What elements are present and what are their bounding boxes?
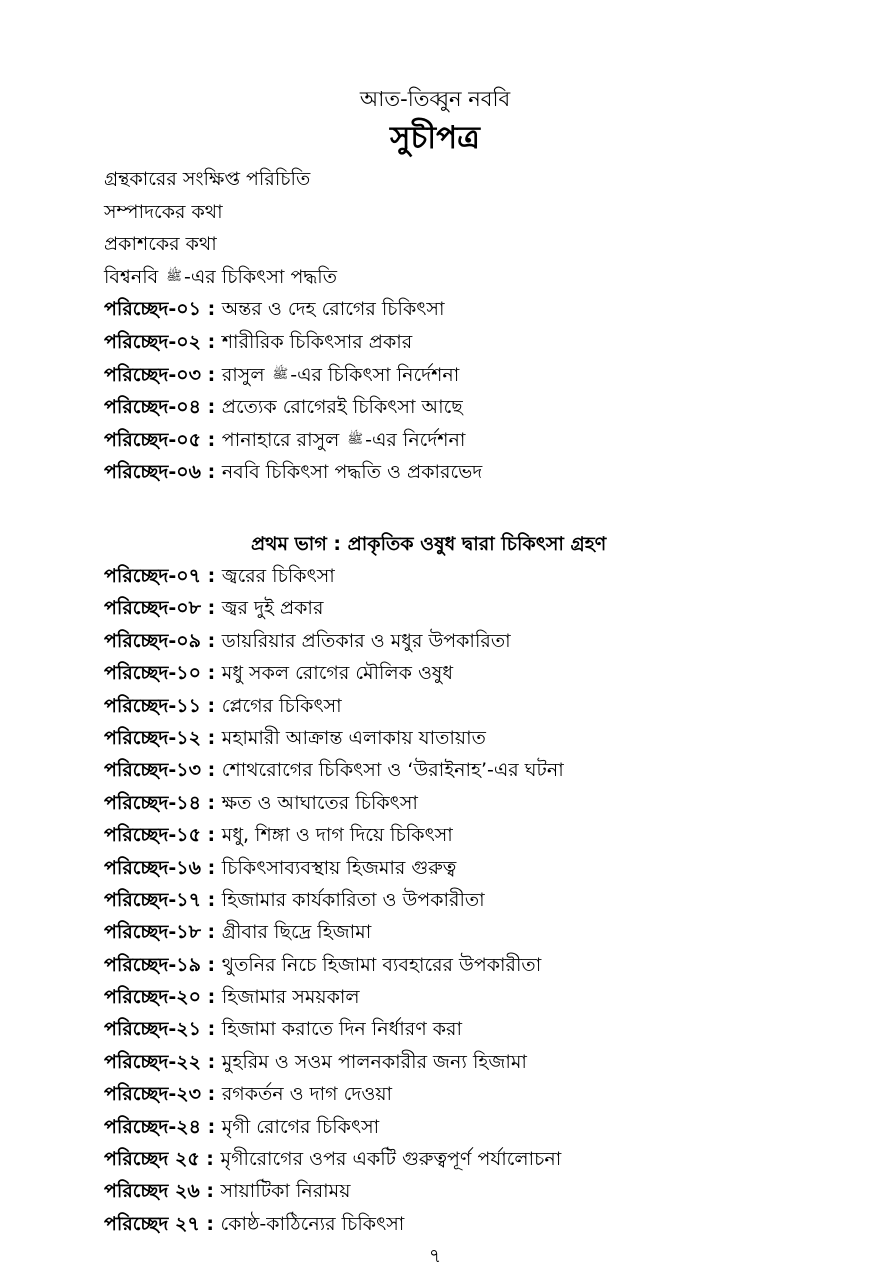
toc-entry-title: বিশ্বনবি [104,265,165,288]
chapter-separator: : [200,330,222,353]
toc-entry-title: গ্রন্থকারের সংক্ষিপ্ত পরিচিতি [104,168,311,190]
pbuh-calligraphy-icon: ﷺ [272,366,289,382]
chapter-separator: : [200,1083,222,1106]
chapter-title: মৃগী রোগের চিকিৎসা [221,1115,380,1138]
chapter-label: পরিচ্ছেদ ২৫ [104,1148,200,1171]
toc-entry-chapter-25[interactable] [104,1143,844,1175]
chapter-label: পরিচ্ছেদ-২২ [104,1050,201,1073]
chapter-separator: : [200,1115,222,1138]
chapter-separator: : [200,856,222,879]
chapter-separator: : [200,953,222,976]
chapter-separator: : [200,629,222,652]
toc-entry-title: -এর চিকিৎসা পদ্ধতি [183,265,337,288]
chapter-label: পরিচ্ছেদ-২৪ [104,1115,201,1138]
chapter-label: পরিচ্ছেদ-১৭ [104,888,201,911]
chapter-title: প্রত্যেক রোগেরই চিকিৎসা আছে [221,396,463,419]
chapter-title: শোথরোগের চিকিৎসা ও ‘উরাইনাহ’-এর ঘটনা [221,759,564,782]
chapter-label: পরিচ্ছেদ-০৪ [104,396,201,419]
chapter-separator: : [200,298,222,321]
toc-entry-chapter-24[interactable] [104,1111,844,1143]
toc-entry-chapter-12[interactable] [104,722,844,754]
chapter-separator: : [199,1148,221,1171]
toc-entry-chapter-23[interactable] [104,1078,844,1110]
toc-entry-chapter-07[interactable] [104,560,844,592]
chapter-separator: : [200,726,222,749]
chapter-title: চিকিৎসাব্যবস্থায় হিজমার গুরুত্ব [221,856,457,879]
chapter-title: পানাহারে রাসুল [221,428,346,451]
toc-entry-chapter-02[interactable] [104,326,844,359]
toc-entry-chapter-16[interactable] [104,852,844,884]
chapter-separator: : [200,363,222,386]
chapter-separator: : [200,461,222,484]
chapter-label: পরিচ্ছেদ-০৫ [104,428,201,451]
pbuh-calligraphy-icon: ﷺ [166,268,182,284]
chapter-title: অন্তর ও দেহ রোগের চিকিৎসা [221,298,445,321]
chapter-separator: : [200,565,222,587]
chapter-title: শারীরিক চিকিৎসার প্রকার [221,330,413,353]
chapter-title: প্লেগের চিকিৎসা [221,694,342,717]
toc-entry-title: প্রকাশকের কথা [104,233,217,256]
chapter-title: গ্রীবার ছিদ্রে হিজামা [221,921,372,944]
chapter-separator: : [200,1050,222,1073]
chapter-label: পরিচ্ছেদ-১১ [104,694,201,717]
chapter-label: পরিচ্ছেদ-০৯ [104,629,201,652]
toc-entry-author-intro[interactable] [104,163,844,196]
toc-entry-chapter-11[interactable] [104,690,844,722]
toc-entry-chapter-03[interactable] [104,359,844,392]
chapter-title: ক্ষত ও আঘাতের চিকিৎসা [221,791,418,814]
chapter-title: মুহরিম ও সওম পালনকারীর জন্য হিজামা [221,1050,527,1073]
chapter-title: ডায়রিয়ার প্রতিকার ও মধুর উপকারিতা [221,629,511,652]
toc-entry-chapter-17[interactable] [104,884,844,916]
toc-entry-title: সম্পাদকের কথা [104,200,223,223]
toc-entry-prophetic-medicine[interactable] [104,261,844,294]
chapter-title: রাসুল [221,363,271,386]
toc-entry-publisher-note[interactable] [104,228,844,261]
chapter-label: পরিচ্ছেদ-০৩ [104,363,201,386]
toc-entry-chapter-05[interactable] [104,424,844,457]
chapter-separator: : [200,1018,222,1041]
part-one-heading: প্রথম ভাগ : প্রাকৃতিক ওষুধ দ্বারা চিকিৎসা গ্রহণ [251,533,607,555]
chapter-label: পরিচ্ছেদ-০৬ [104,461,201,484]
chapter-title: থুতনির নিচে হিজামা ব্যবহারের উপকারীতা [221,953,542,976]
chapter-label: পরিচ্ছেদ-১৬ [104,856,201,879]
chapter-separator: : [200,759,222,782]
chapter-label: পরিচ্ছেদ-০৮ [104,597,201,620]
chapter-label: পরিচ্ছেদ-১৫ [104,824,201,847]
chapter-title: মধু, শিঙ্গা ও দাগ দিয়ে চিকিৎসা [221,824,453,847]
chapter-label: পরিচ্ছেদ-১০ [104,662,201,685]
toc-entry-chapter-10[interactable] [104,657,844,689]
toc-entry-chapter-08[interactable] [104,592,844,624]
chapter-label: পরিচ্ছেদ ২৬ [104,1180,200,1203]
toc-entry-chapter-13[interactable] [104,754,844,786]
chapter-label: পরিচ্ছেদ-১২ [104,726,201,749]
toc-entry-chapter-21[interactable] [104,1013,844,1045]
chapter-label: পরিচ্ছেদ-১৪ [104,791,201,814]
chapter-title: মহামারী আক্রান্ত এলাকায় যাতায়াত [221,726,486,749]
toc-entry-chapter-09[interactable] [104,625,844,657]
toc-entry-editor-note[interactable] [104,196,844,229]
chapter-separator: : [200,694,222,717]
chapter-label: পরিচ্ছেদ-০৭ [104,565,201,587]
chapter-title: -এর চিকিৎসা নির্দেশনা [290,363,460,386]
toc-entry-chapter-27[interactable] [104,1208,844,1240]
chapter-label: পরিচ্ছেদ ২৭ [104,1212,200,1235]
chapter-separator: : [200,921,222,944]
chapter-title: কোষ্ঠ-কাঠিন্যের চিকিৎসা [220,1212,405,1235]
toc-entry-chapter-19[interactable] [104,949,844,981]
chapter-label: পরিচ্ছেদ-০২ [104,330,201,353]
toc-front-section [104,163,844,489]
chapter-title: সায়াটিকা নিরাময় [220,1180,351,1203]
chapter-label: পরিচ্ছেদ-২৩ [104,1083,201,1106]
chapter-separator: : [200,597,222,620]
chapter-separator: : [200,986,222,1009]
toc-entry-chapter-18[interactable] [104,916,844,948]
book-title: আত-তিব্বুন নববি [359,87,511,111]
chapter-separator: : [199,1212,221,1235]
chapter-title: নববি চিকিৎসা পদ্ধতি ও প্রকারভেদ [221,461,483,484]
chapter-separator: : [200,428,222,451]
chapter-label: পরিচ্ছেদ-২০ [104,986,201,1009]
chapter-separator: : [200,662,222,685]
toc-entry-chapter-04[interactable] [104,391,844,424]
chapter-title: মৃগীরোগের ওপর একটি গুরুত্বপূর্ণ পর্যালোচনা [220,1148,562,1171]
page-number: ৭ [428,1245,442,1267]
toc-entry-chapter-20[interactable] [104,981,844,1013]
toc-part-one-section [104,528,844,1240]
toc-entry-chapter-15[interactable] [104,819,844,851]
chapter-label: পরিচ্ছেদ-১৯ [104,953,201,976]
chapter-title: -এর নির্দেশনা [365,428,466,451]
chapter-separator: : [200,888,222,911]
chapter-title: হিজামা করাতে দিন নির্ধারণ করা [221,1018,462,1041]
chapter-separator: : [200,396,222,419]
chapter-separator: : [200,791,222,814]
toc-entry-chapter-14[interactable] [104,787,844,819]
pbuh-calligraphy-icon: ﷺ [347,431,364,447]
chapter-separator: : [200,824,222,847]
chapter-title: রগকর্তন ও দাগ দেওয়া [221,1083,393,1106]
chapter-title: মধু সকল রোগের মৌলিক ওষুধ [221,662,454,685]
chapter-title: জ্বর দুই প্রকার [221,597,324,620]
toc-heading: সুচীপত্র [390,120,480,156]
toc-entry-chapter-22[interactable] [104,1046,844,1078]
chapter-separator: : [199,1180,221,1203]
chapter-title: হিজামার সময়কাল [221,986,360,1009]
toc-entry-chapter-01[interactable] [104,293,844,326]
chapter-label: পরিচ্ছেদ-০১ [104,298,201,321]
chapter-label: পরিচ্ছেদ-১৮ [104,921,201,944]
toc-entry-chapter-06[interactable] [104,456,844,489]
chapter-label: পরিচ্ছেদ-১৩ [104,759,201,782]
toc-entry-chapter-26[interactable] [104,1175,844,1207]
chapter-label: পরিচ্ছেদ-২১ [104,1018,201,1041]
chapter-title: হিজামার কার্যকারিতা ও উপকারীতা [221,888,485,911]
chapter-title: জ্বরের চিকিৎসা [221,565,335,587]
